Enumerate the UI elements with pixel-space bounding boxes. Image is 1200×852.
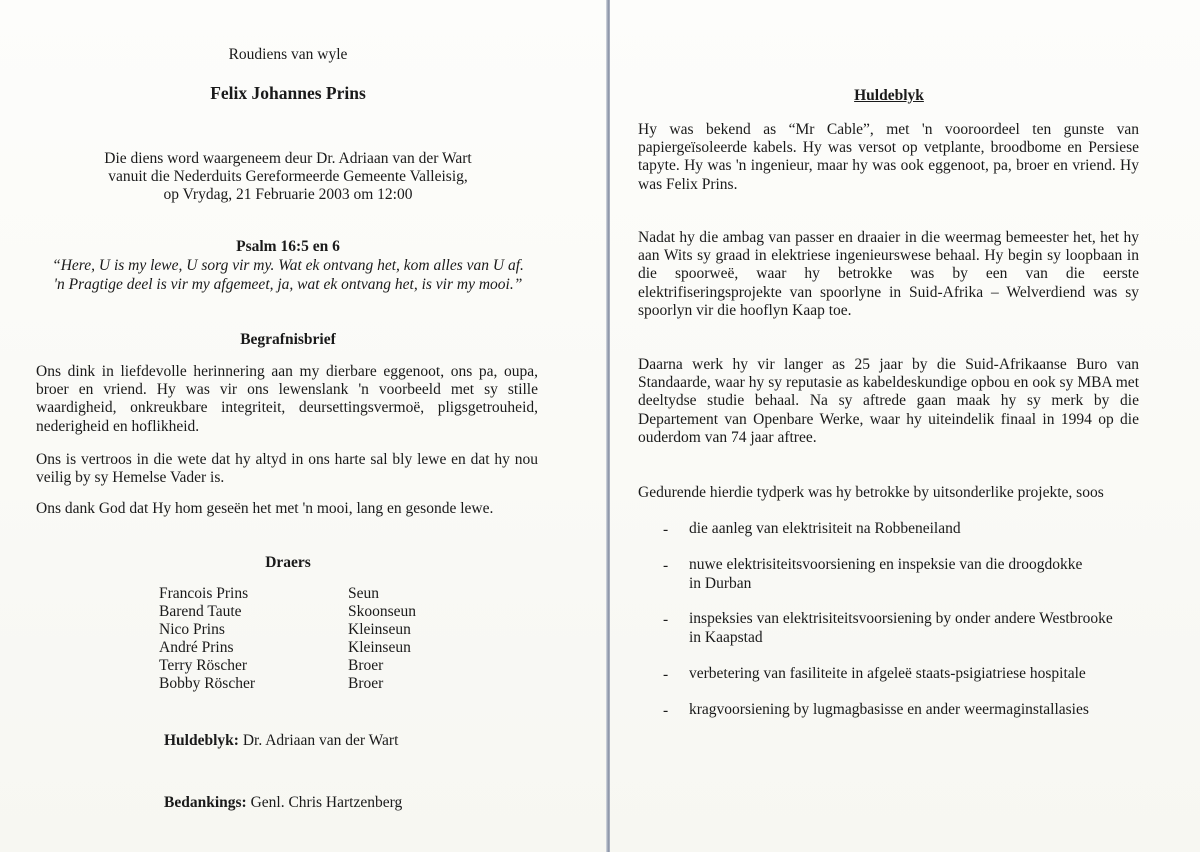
project-item-line: die aanleg van elektrisiteit na Robbeneiland	[689, 520, 961, 537]
deceased-name: Felix Johannes Prins	[210, 83, 366, 103]
tribute-paragraph: Hy was bekend as “Mr Cable”, met 'n vooroordeel ten gunste van papiergeïsoleerde kabels. Hy was versot op vetplante, broodbome en Persiese tapyte. Hy was 'n ingenieur, maar hy was ook eggenoot, pa, broer en vriend. Hy was Felix Prins.	[638, 121, 1139, 193]
service-line-1: Die diens word waargeneem deur Dr. Adriaan van der Wart	[104, 150, 472, 167]
thanks-value: Genl. Chris Hartzenberg	[250, 794, 403, 811]
psalm-line-1: “Here, U is my lewe, U sorg vir my. Wat ek ontvang het, kom alles van U af.	[52, 257, 524, 274]
bullet-dash: -	[663, 611, 669, 628]
projects-intro: Gedurende hierdie tydperk was hy betrokke by uitsonderlike projekte, soos	[638, 484, 1104, 501]
bearer-name: Nico Prins	[159, 621, 225, 638]
project-item-line: verbetering van fasiliteite in afgeleë staats-psigiatriese hospitale	[689, 665, 1086, 682]
psalm-line-2: 'n Pragtige deel is vir my afgemeet, ja, wat ek ontvang het, is vir my mooi.”	[53, 276, 523, 293]
project-item	[689, 665, 1086, 684]
tribute-paragraph: Daarna werk hy vir langer as 25 jaar by die Suid-Afrikaanse Buro van Standaarde, waar hy sy reputasie as kabeldeskundige opbou en ook sy MBA met deeltydse studie behaal. Na sy aftrede gaan maak hy sy merk by die Departement van Openbare Werke, waar hy uiteindelik finaal in 1994 op die ouderdom van 74 jaar aftree.	[638, 356, 1139, 446]
service-line-2: vanuit die Nederduits Gereformeerde Gemeente Valleisig,	[108, 168, 468, 185]
tribute-title: Huldeblyk	[854, 87, 924, 104]
bearer-relation: Skoonseun	[348, 603, 417, 620]
right-page	[610, 0, 1200, 852]
thanks-line	[164, 794, 402, 812]
bullet-dash: -	[663, 666, 669, 683]
bearer-name: Barend Taute	[159, 603, 242, 620]
letter-paragraph: Ons dank God dat Hy hom geseën het met 'n mooi, lang en gesonde lewe.	[36, 500, 494, 517]
project-item-line: inspeksies van elektrisiteitsvoorsiening by onder andere Westbrooke	[689, 610, 1113, 627]
bearer-relation: Kleinseun	[348, 621, 411, 638]
bearer-relation: Kleinseun	[348, 639, 411, 656]
bearer-name: André Prins	[159, 639, 234, 656]
bullet-dash: -	[663, 702, 669, 719]
project-item-line: kragvoorsiening by lugmagbasisse en ander weermaginstallasies	[689, 701, 1089, 718]
bearer-relation: Broer	[348, 675, 384, 692]
intro-line: Roudiens van wyle	[228, 46, 348, 63]
bearer-name: Francois Prins	[159, 585, 249, 602]
project-item	[689, 520, 961, 539]
psalm-title: Psalm 16:5 en 6	[236, 238, 340, 255]
project-item	[689, 610, 1113, 647]
tribute-paragraph: Nadat hy die ambag van passer en draaier in die weermag bemeester het, het hy aan Wits sy graad in elektriese ingenieurswese behaal. Hy begin sy loopbaan in die spoorweë, waar hy betrokke was by een van die eerste elektrifiseringsprojekte van spoorlyne in Suid-Afrika – Welverdiend was sy spoorlyn vir die hooflyn Kaap toe.	[638, 229, 1139, 319]
project-item	[689, 701, 1089, 720]
bearer-relation: Broer	[348, 657, 384, 674]
project-item-line: in Durban	[689, 574, 752, 592]
bearer-name: Terry Röscher	[159, 657, 248, 674]
service-line-3: op Vrydag, 21 Februarie 2003 om 12:00	[163, 186, 413, 203]
bearer-name: Bobby Röscher	[159, 675, 256, 692]
tribute-value: Dr. Adriaan van der Wart	[242, 732, 399, 749]
letter-paragraph: Ons dink in liefdevolle herinnering aan my dierbare eggenoot, ons pa, oupa, broer en vriend. Hy was vir ons lewenslank 'n voorbeeld met sy stille waardigheid, onkreukbare integriteit, deursettingsvermoë, pligsgetrouheid, nederigheid en hoflikheid.	[36, 363, 538, 435]
bearers-title: Draers	[265, 554, 311, 571]
thanks-label: Bedankings:	[164, 794, 247, 811]
letter-title: Begrafnisbrief	[240, 331, 336, 348]
bullet-dash: -	[663, 521, 669, 538]
project-item-line: in Kaapstad	[689, 628, 763, 646]
project-item-line: nuwe elektrisiteitsvoorsiening en inspeksie van die droogdokke	[689, 556, 1083, 573]
project-item	[689, 556, 1082, 593]
letter-paragraph: Ons is vertroos in die wete dat hy altyd in ons harte sal bly lewe en dat hy nou veilig by sy Hemelse Vader is.	[36, 451, 538, 487]
bullet-dash: -	[663, 557, 669, 574]
tribute-label: Huldeblyk:	[164, 732, 239, 749]
tribute-line	[164, 732, 398, 750]
bearer-relation: Seun	[348, 585, 379, 602]
